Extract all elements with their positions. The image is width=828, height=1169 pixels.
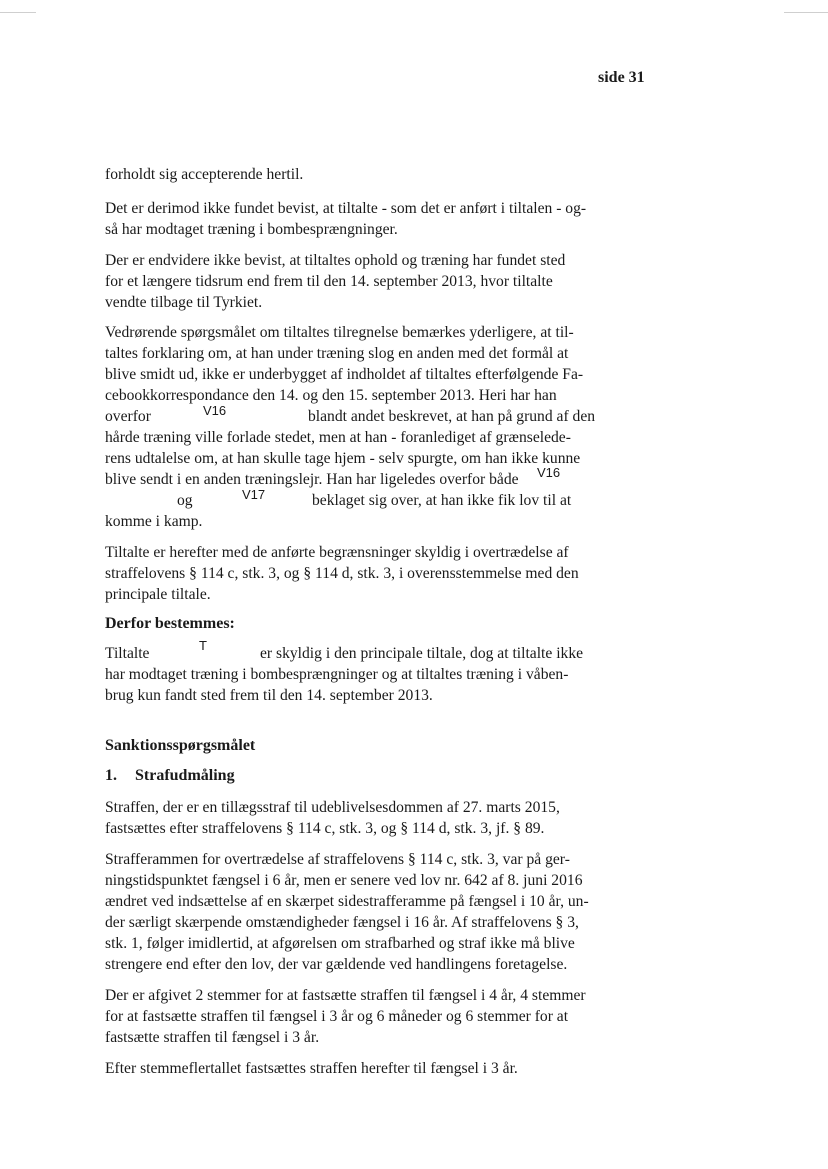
paragraph-line: for at fastsætte straffen til fængsel i 3 år og 6 måneder og 6 stemmer for at (105, 1008, 569, 1025)
section-heading: Sanktionsspørgsmålet (105, 737, 256, 754)
paragraph-line: Der er afgivet 2 stemmer for at fastsætte straffen til fængsel i 4 år, 4 stemmer (105, 987, 586, 1004)
paragraph-line: og (177, 492, 193, 509)
paragraph-line: blandt andet beskrevet, at han på grund af den (308, 408, 596, 425)
paragraph-line: der særligt skærpende omstændigheder fængsel i 16 år. Af straffelovens § 3, (105, 914, 579, 931)
paragraph-line: brug kun fandt sted frem til den 14. september 2013. (105, 687, 433, 704)
paragraph-line: Strafferammen for overtrædelse af straffelovens § 114 c, stk. 3, var på ger- (105, 851, 570, 868)
paragraph-line: rens udtalelse om, at han skulle tage hjem - selv spurgte, om han ikke kunne (105, 450, 581, 467)
paragraph-line: fastsætte straffen til fængsel i 3 år. (105, 1029, 320, 1046)
paragraph-line: taltes forklaring om, at han under træning slog en anden med det formål at (105, 345, 569, 362)
paragraph-line: komme i kamp. (105, 513, 203, 530)
paragraph-line: Tiltalte (105, 645, 150, 662)
paragraph-line: for et længere tidsrum end frem til den 14. september 2013, hvor tiltalte (105, 273, 553, 290)
paragraph-line: Det er derimod ikke fundet bevist, at tiltalte - som det er anført i tiltalen - og- (105, 200, 587, 217)
paragraph-line: Der er endvidere ikke bevist, at tiltaltes ophold og træning har fundet sted (105, 252, 566, 269)
paragraph-line: har modtaget træning i bombesprængninger og at tiltaltes træning i våben- (105, 666, 569, 683)
subsection-number: 1. (105, 767, 117, 784)
redaction-code: V17 (242, 487, 266, 502)
paragraph-line: blive smidt ud, ikke er underbygget af indholdet af tiltaltes efterfølgende Fa- (105, 366, 584, 383)
paragraph-line: strengere end efter den lov, der var gældende ved handlingens foretagelse. (105, 956, 568, 973)
paragraph-line: ningstidspunktet fængsel i 6 år, men er senere ved lov nr. 642 af 8. juni 2016 (105, 872, 583, 889)
scan-artifact (784, 12, 828, 13)
paragraph-line: principale tiltale. (105, 586, 211, 603)
paragraph-line: er skyldig i den principale tiltale, dog at tiltalte ikke (260, 645, 584, 662)
paragraph-line: hårde træning ville forlade stedet, men at han - foranlediget af grænselede- (105, 429, 571, 446)
paragraph-line: forholdt sig accepterende hertil. (105, 166, 304, 183)
paragraph-line: blive sendt i en anden træningslejr. Han har ligeledes overfor både (105, 471, 519, 488)
paragraph-line: beklaget sig over, at han ikke fik lov til at (312, 492, 572, 509)
paragraph-line: vendte tilbage til Tyrkiet. (105, 294, 263, 311)
page-number: side 31 (598, 69, 645, 86)
section-heading: Derfor bestemmes: (105, 615, 235, 632)
paragraph-line: overfor (105, 408, 151, 425)
paragraph-line: stk. 1, følger imidlertid, at afgørelsen om strafbarhed og straf ikke må blive (105, 935, 575, 952)
redaction-code: V16 (203, 403, 227, 418)
paragraph-line: Tiltalte er herefter med de anførte begrænsninger skyldig i overtrædelse af (105, 544, 569, 561)
paragraph-line: så har modtaget træning i bombesprængninger. (105, 221, 398, 238)
redaction-code: V16 (537, 465, 561, 480)
scan-artifact (0, 12, 36, 13)
paragraph-line: Efter stemmeflertallet fastsættes straffen herefter til fængsel i 3 år. (105, 1060, 518, 1077)
redaction-code: T (199, 638, 207, 653)
paragraph-line: cebookkorrespondance den 14. og den 15. september 2013. Heri har han (105, 387, 557, 404)
paragraph-line: ændret ved indsættelse af en skærpet sidestrafferamme på fængsel i 10 år, un- (105, 893, 589, 910)
paragraph-line: straffelovens § 114 c, stk. 3, og § 114 d, stk. 3, i overensstemmelse med den (105, 565, 579, 582)
paragraph-line: Vedrørende spørgsmålet om tiltaltes tilregnelse bemærkes yderligere, at til- (105, 324, 574, 341)
paragraph-line: fastsættes efter straffelovens § 114 c, stk. 3, og § 114 d, stk. 3, jf. § 89. (105, 820, 545, 837)
subsection-heading: Strafudmåling (135, 767, 235, 784)
paragraph-line: Straffen, der er en tillægsstraf til udeblivelsesdommen af 27. marts 2015, (105, 799, 560, 816)
